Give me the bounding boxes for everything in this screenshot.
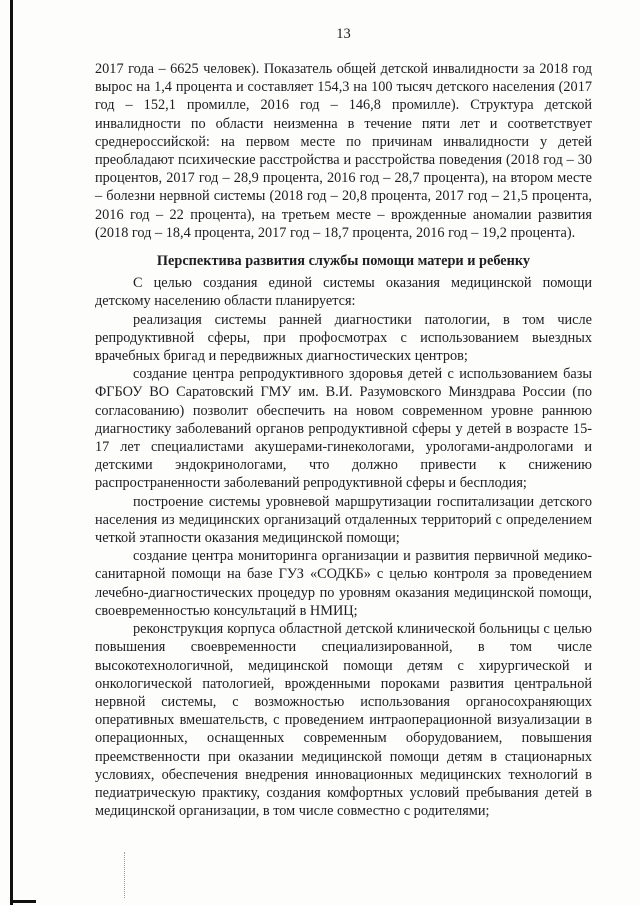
paragraph-reproductive-health-center: создание центра репродуктивного здоровья детей с использованием базы ФГБОУ ВО Саратовский ГМУ им. В.И. Разумовского Минздрава России (по согласованию) позволит обеспечить на новом современном уровне раннюю диагностику заболеваний органов репродуктивной сферы у детей в возрасте 15-17 лет специалистами акушерами-гинекологами, урологами-андрологами и детскими эндокринологами, что должно привести к снижению распространенности заболеваний репродуктивной сферы и бесплодия; bbox=[95, 366, 592, 492]
scan-artifact-bottom-left bbox=[10, 900, 36, 903]
paragraph-monitoring-center: создание центра мониторинга организации и развития первичной медико-санитарной помощи на базе ГУЗ «СОДКБ» с целью контроля за проведением лечебно-диагностических процедур по уровням оказания медицинской помощи, своевременностью консультаций в НМИЦ; bbox=[95, 548, 592, 619]
scan-artifact-dotted-line bbox=[124, 852, 125, 898]
paragraph-continuation: 2017 года – 6625 человек). Показатель общей детской инвалидности за 2018 год вырос на 1,4 процента и составляет 154,3 на 100 тысяч детского населения (2017 год – 152,1 промилле, 2016 год – 146,8 промилле). Структура детской инвалидности по области неизменна в течение пяти лет и соответствует среднероссийской: на первом месте по причинам инвалидности у детей преобладают психические расстройства и расстройства поведения (2018 год – 30 процентов, 2017 год – 28,9 процента, 2016 год – 28,7 процента), на втором месте – болезни нервной системы (2018 год – 20,8 процента, 2017 год – 21,5 процента, 2016 год – 22 процента), на третьем месте – врожденные аномалии развития (2018 год – 18,4 процента, 2017 год – 18,7 процента, 2016 год – 19,2 процента). bbox=[95, 61, 592, 241]
section-heading: Перспектива развития службы помощи матери и ребенку bbox=[156, 253, 531, 270]
paragraph-hospital-reconstruction: реконструкция корпуса областной детской клинической больницы с целью повышения своевременности специализированной, в том числе высокотехнологичной, медицинской помощи детям с хирургической и онкологической патологией, врожденными пороками развития центральной нервной системы, с возможностью использования органосохраняющих оперативных вмешательств, с проведением интраоперационной визуализации в операционных, оснащенных современным оборудованием, повышения преемственности при оказании медицинской помощи детям в стационарных условиях, обеспечения внедрения инновационных медицинских технологий в педиатрическую практику, создания комфортных условий пребывания детей в медицинской организации, в том числе совместно с родителями; bbox=[95, 621, 592, 820]
page-number: 13 bbox=[336, 26, 351, 42]
paragraph-intro: С целью создания единой системы оказания медицинской помощи детскому населению области планируется: bbox=[95, 275, 592, 310]
text-block bbox=[95, 60, 592, 820]
scan-artifact-left-edge bbox=[10, 0, 13, 905]
paragraph-early-diagnostics: реализация системы ранней диагностики патологии, в том числе репродуктивной сферы, при профосмотрах с использованием выездных врачебных бригад и передвижных диагностических центров; bbox=[95, 311, 592, 365]
paragraph-routing-system: построение системы уровневой маршрутизации госпитализации детского населения из медицинских организаций отдаленных территорий с определением четкой этапности оказания медицинской помощи; bbox=[95, 493, 592, 547]
